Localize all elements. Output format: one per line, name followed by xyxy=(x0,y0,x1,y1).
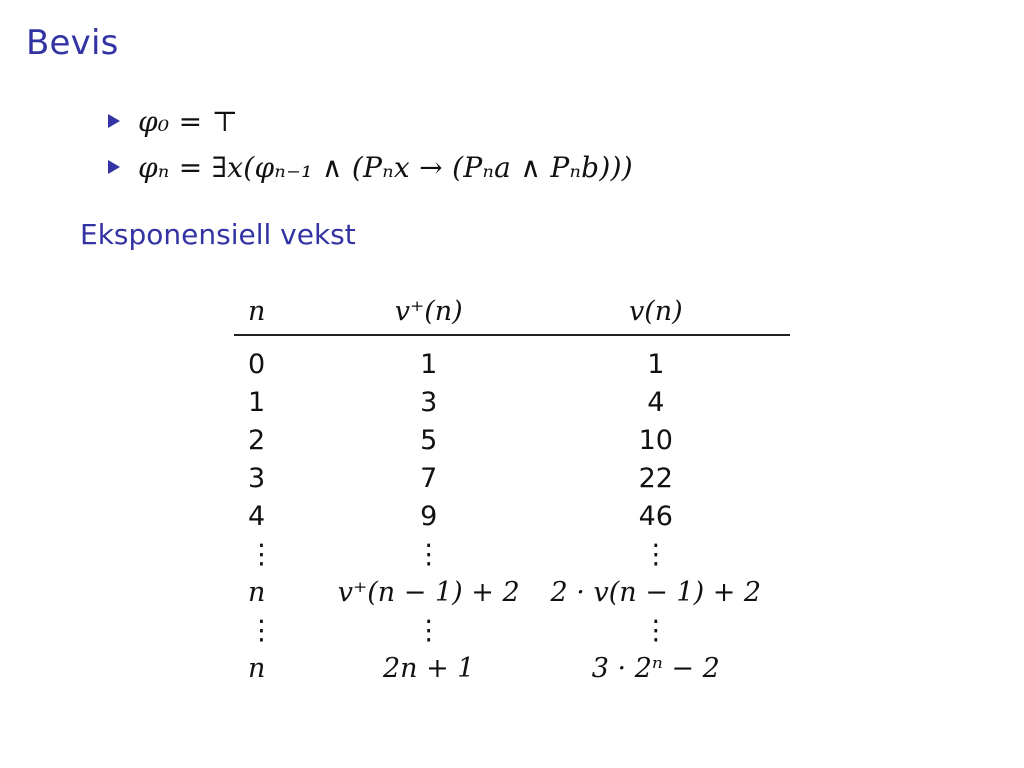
table-cell: n xyxy=(248,577,266,608)
table-cell: 7 xyxy=(420,463,438,494)
growth-table-container xyxy=(234,290,790,688)
table-cell: 3 xyxy=(248,463,266,494)
table-cell: 5 xyxy=(420,425,438,456)
column-header-v-plus: v⁺(n) xyxy=(336,290,522,335)
table-cell: 2 xyxy=(248,425,266,456)
table-row xyxy=(234,498,790,536)
table-cell: 2n + 1 xyxy=(382,653,475,684)
table-row xyxy=(234,650,790,688)
table-cell: n xyxy=(248,653,266,684)
table-cell: 0 xyxy=(248,349,266,380)
table-cell: 3 · 2ⁿ − 2 xyxy=(591,653,720,684)
table-row xyxy=(234,335,790,384)
vertical-ellipsis: ⋮ xyxy=(415,539,443,570)
vertical-ellipsis: ⋮ xyxy=(642,539,670,570)
table-row xyxy=(234,460,790,498)
triangle-bullet-icon xyxy=(108,114,120,128)
column-header-v: v(n) xyxy=(522,290,790,335)
table-cell: 46 xyxy=(638,501,673,532)
table-cell: 1 xyxy=(248,387,266,418)
bullet-formula: φₙ = ∃x(φₙ₋₁ ∧ (Pₙx → (Pₙa ∧ Pₙb))) xyxy=(138,150,634,184)
table-row xyxy=(234,422,790,460)
table-row xyxy=(234,574,790,612)
bullet-list xyxy=(108,98,633,190)
growth-table xyxy=(234,290,790,688)
vertical-ellipsis: ⋮ xyxy=(248,539,275,570)
bullet-formula: φ₀ = ⊤ xyxy=(138,104,239,138)
bullet-item xyxy=(108,98,633,144)
section-title: Eksponensiell vekst xyxy=(80,218,356,251)
vertical-ellipsis: ⋮ xyxy=(415,615,443,646)
table-row xyxy=(234,384,790,422)
table-row-ellipsis xyxy=(234,536,790,574)
table-cell: 4 xyxy=(248,501,266,532)
table-cell: 9 xyxy=(420,501,438,532)
table-row-ellipsis xyxy=(234,612,790,650)
slide-title: Bevis xyxy=(26,23,119,63)
table-cell: 1 xyxy=(647,349,665,380)
vertical-ellipsis: ⋮ xyxy=(248,615,275,646)
vertical-ellipsis: ⋮ xyxy=(642,615,670,646)
table-cell: 22 xyxy=(638,463,673,494)
triangle-bullet-icon xyxy=(108,160,120,174)
table-cell: 4 xyxy=(647,387,665,418)
table-cell: 10 xyxy=(638,425,673,456)
table-cell: 3 xyxy=(420,387,438,418)
table-cell: v⁺(n − 1) + 2 xyxy=(337,577,520,608)
column-header-n: n xyxy=(234,290,336,335)
table-header-row xyxy=(234,290,790,335)
table-cell: 1 xyxy=(420,349,438,380)
table-cell: 2 · v(n − 1) + 2 xyxy=(550,577,762,608)
bullet-item xyxy=(108,144,633,190)
